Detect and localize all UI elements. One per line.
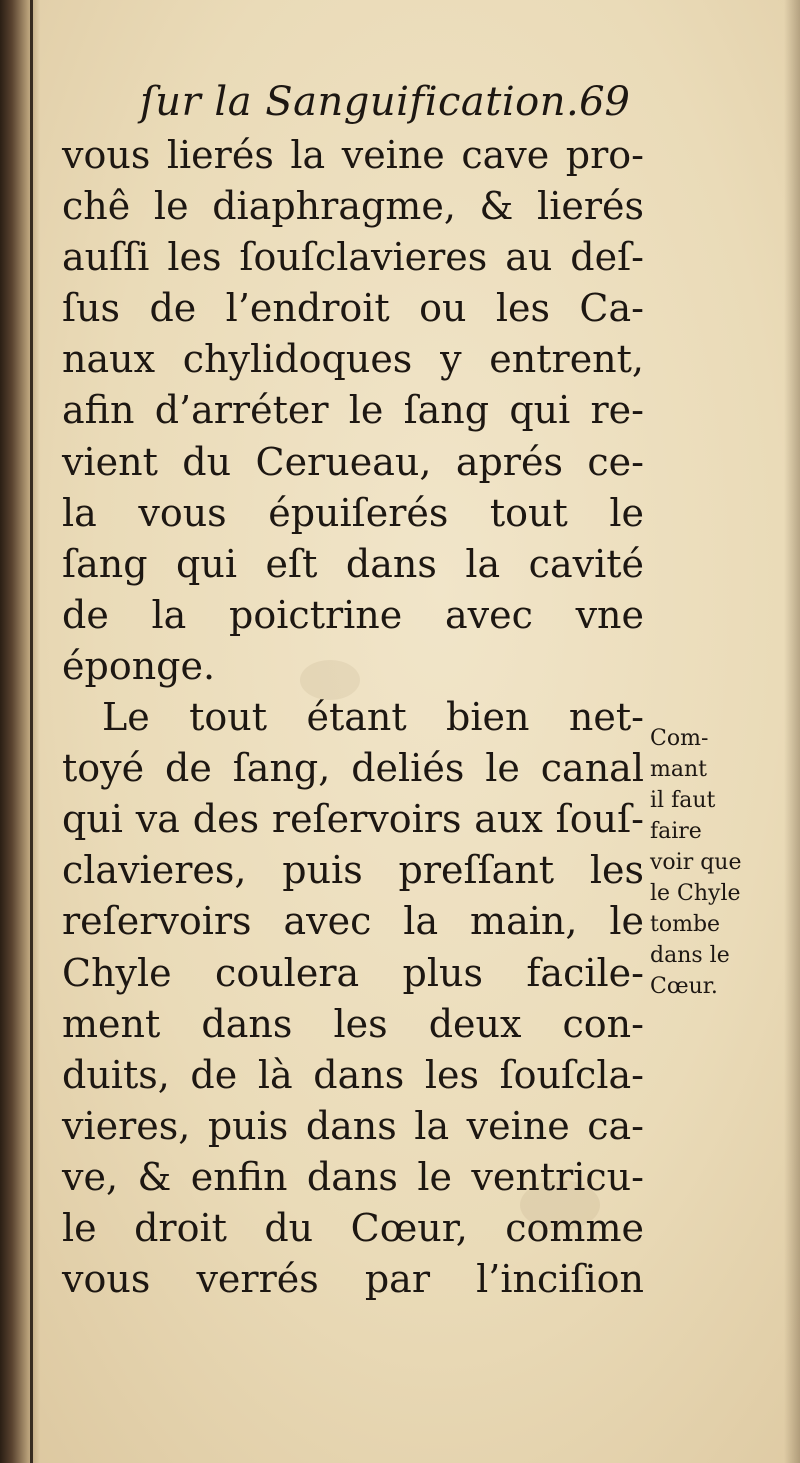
text-line: ment dans les deux con-: [62, 1001, 644, 1046]
text-line: naux chylidoques y entrent,: [62, 337, 644, 382]
margin-note-line: dans le: [650, 943, 730, 968]
text-line: éponge.: [62, 643, 216, 688]
text-line: ſang qui eſt dans la cavité: [62, 541, 644, 586]
text-line: afin d’arréter le ſang qui re-: [62, 388, 644, 433]
margin-note-line: Com-: [650, 726, 709, 751]
text-line: toyé de ſang, deliés le canal: [62, 746, 644, 791]
text-line: reſervoirs avec la main, le: [62, 899, 644, 944]
binding-gutter: [0, 0, 40, 1463]
text-line: duits, de là dans les ſouſcla-: [62, 1052, 644, 1097]
text-line: clavieres, puis preſſant les: [62, 848, 644, 893]
text-line: la vous épuiſerés tout le: [62, 490, 644, 535]
margin-note-line: mant: [650, 757, 707, 782]
margin-note-line: le Chyle: [650, 881, 741, 906]
text-line: vous lierés la veine cave pro-: [62, 133, 644, 177]
text-line: de la poictrine avec vne: [62, 592, 644, 637]
text-line: vieres, puis dans la veine ca-: [62, 1103, 644, 1148]
text-line: le droit du Cœur, comme: [62, 1205, 644, 1250]
margin-note-line: faire: [650, 819, 702, 844]
text-line: ve, & enfin dans le ventricu-: [62, 1154, 644, 1199]
paragraph-start-line: Le tout étant bien net-: [102, 695, 644, 740]
margin-note-line: tombe: [650, 912, 721, 937]
body-text: [62, 130, 644, 1305]
text-line: chê le diaphragme, & lierés: [62, 184, 644, 229]
running-title: ſur la Sanguification.: [140, 79, 580, 125]
running-head: [140, 72, 640, 132]
text-line: auſſi les ſouſclavieres au deſ-: [62, 235, 644, 280]
text-line: ſus de l’endroit ou les Ca-: [62, 286, 644, 331]
margin-note: [650, 723, 790, 1002]
margin-note-line: voir que: [650, 850, 742, 875]
margin-note-line: Cœur.: [650, 974, 718, 999]
page-number: 69: [579, 79, 630, 125]
binding-edge: [30, 0, 33, 1463]
margin-note-line: il faut: [650, 788, 716, 813]
text-line: vient du Cerueau, aprés ce-: [62, 439, 644, 484]
text-line: qui va des reſervoirs aux ſouſ-: [62, 797, 644, 842]
text-line: vous verrés par l’inciſion: [62, 1257, 644, 1302]
text-line: Chyle coulera plus facile-: [62, 950, 644, 995]
